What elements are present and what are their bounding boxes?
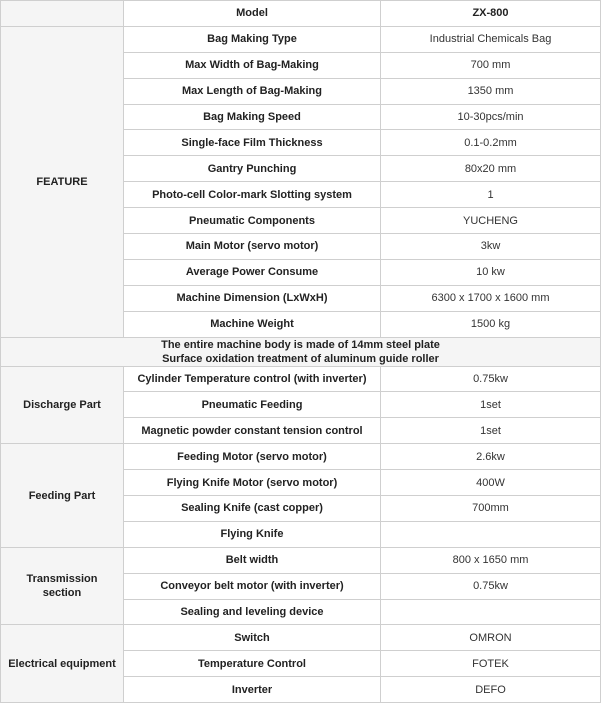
section-transmission [1,547,124,625]
spec-value: DEFO [381,677,601,703]
section-title-text: Discharge Part [23,398,101,411]
spec-label: Sealing Knife (cast copper) [124,496,381,522]
spec-value: 3kw [381,234,601,260]
spec-value [381,521,601,547]
spec-value: 1500 kg [381,311,601,337]
spec-label: Pneumatic Feeding [124,392,381,418]
spec-label: Single-face Film Thickness [124,130,381,156]
spec-value: 10-30pcs/min [381,104,601,130]
spec-value: 0.1-0.2mm [381,130,601,156]
spec-label: Flying Knife Motor (servo motor) [124,470,381,496]
spec-value: 0.75kw [381,573,601,599]
spec-label: Bag Making Speed [124,104,381,130]
section-electrical [1,625,124,703]
spec-value: 1set [381,392,601,418]
spec-label: Sealing and leveling device [124,599,381,625]
spec-label: Switch [124,625,381,651]
note-row [1,337,601,366]
spec-value: 1set [381,418,601,444]
section-title-text: FEATURE [36,175,88,188]
spec-value: YUCHENG [381,208,601,234]
spec-label: Flying Knife [124,521,381,547]
section-title-text: Electrical equipment [8,657,116,670]
spec-label: Belt width [124,547,381,573]
spec-label: Temperature Control [124,651,381,677]
spec-label: Magnetic powder constant tension control [124,418,381,444]
spec-value: 2.6kw [381,444,601,470]
spec-value [381,599,601,625]
spec-label: Conveyor belt motor (with inverter) [124,573,381,599]
section-feature [1,26,124,337]
spec-label: Inverter [124,677,381,703]
spec-value: 6300 x 1700 x 1600 mm [381,285,601,311]
spec-label: Machine Dimension (LxWxH) [124,285,381,311]
spec-value: 400W [381,470,601,496]
spec-label: Pneumatic Components [124,208,381,234]
spec-label: Bag Making Type [124,26,381,52]
spec-label: Gantry Punching [124,156,381,182]
spec-label: Photo-cell Color-mark Slotting system [124,182,381,208]
spec-label: Feeding Motor (servo motor) [124,444,381,470]
table-row [1,366,601,392]
table-row [1,625,601,651]
spec-table-body [1,1,601,703]
spec-value: 700 mm [381,52,601,78]
header-model-label: Model [124,1,381,27]
spec-label: Main Motor (servo motor) [124,234,381,260]
spec-value: 1 [381,182,601,208]
spec-value: FOTEK [381,651,601,677]
spec-value: 1350 mm [381,78,601,104]
spec-value: 700mm [381,496,601,522]
header-row [1,1,601,27]
table-row [1,444,601,470]
table-row [1,26,601,52]
table-row [1,547,601,573]
note-line-1: The entire machine body is made of 14mm steel plate [161,338,440,351]
section-discharge [1,366,124,444]
spec-value: Industrial Chemicals Bag [381,26,601,52]
spec-value: 0.75kw [381,366,601,392]
spec-value: OMRON [381,625,601,651]
spec-value: 800 x 1650 mm [381,547,601,573]
note-line-2: Surface oxidation treatment of aluminum guide roller [162,352,439,365]
spec-label: Max Length of Bag-Making [124,78,381,104]
spec-label: Machine Weight [124,311,381,337]
spec-value: 80x20 mm [381,156,601,182]
spec-label: Max Width of Bag-Making [124,52,381,78]
spec-value: 10 kw [381,259,601,285]
section-title-text: section [42,587,82,600]
section-feeding [1,444,124,548]
header-corner-cell [1,1,124,27]
note-cell [1,337,601,366]
section-title-text: Transmission [26,573,98,586]
header-model-value: ZX-800 [381,1,601,27]
spec-label: Cylinder Temperature control (with inverter) [124,366,381,392]
section-title-text: Feeding Part [28,489,96,502]
spec-label: Average Power Consume [124,259,381,285]
